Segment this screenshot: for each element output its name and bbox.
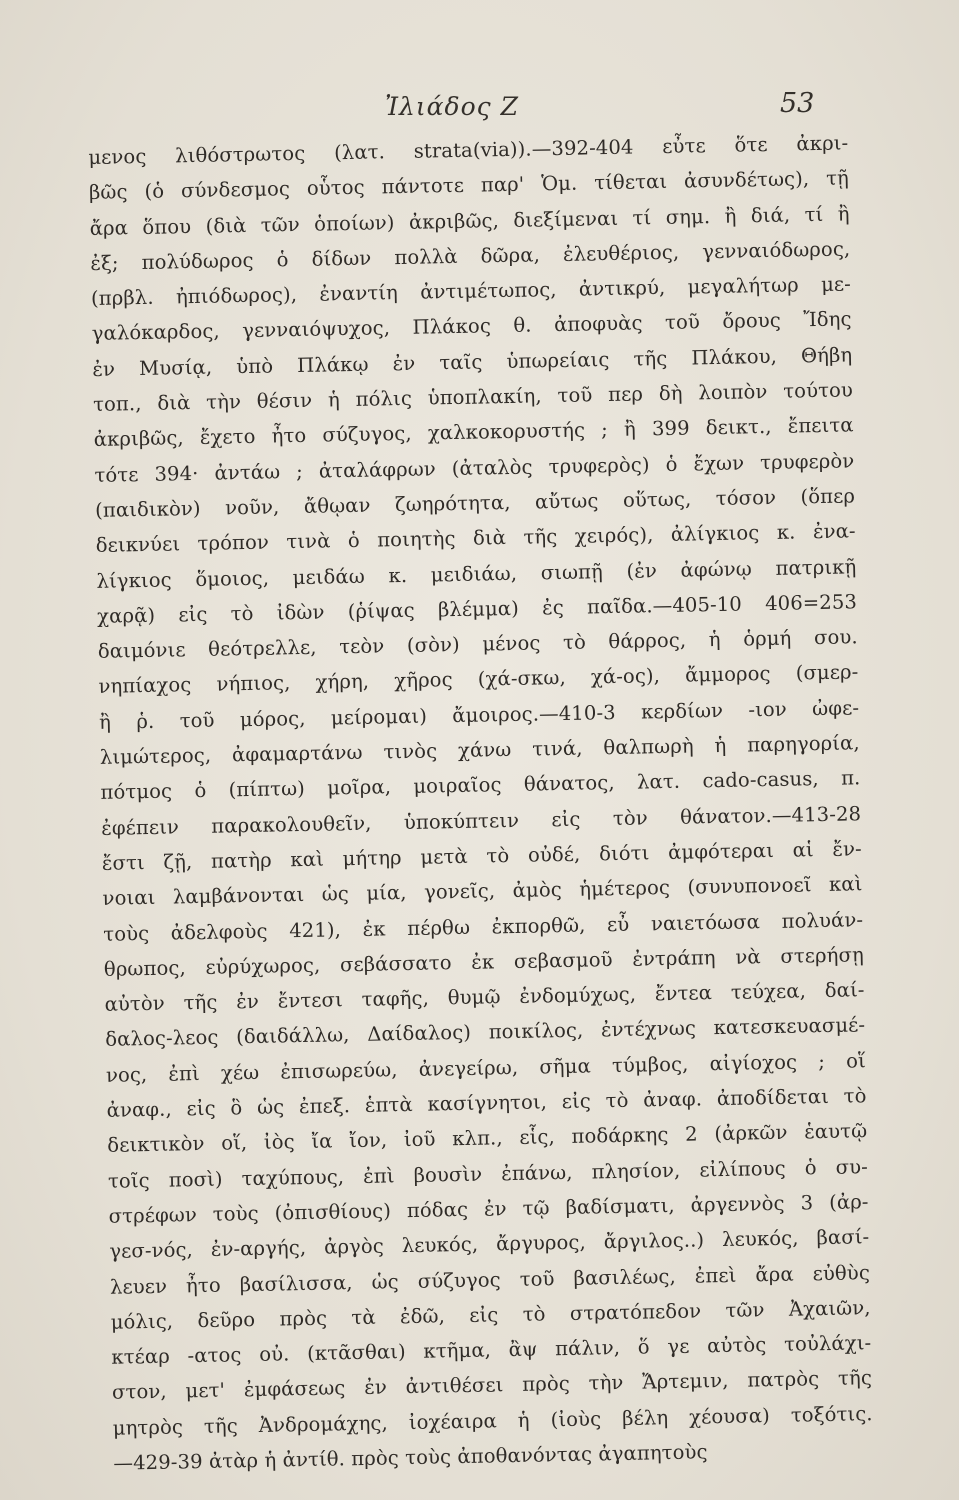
text-line: ἢ ῥ. τοῦ μόρος, μείρομαι) ἄμοιρος.—410-3 κερδίων -ιον ὠφε- bbox=[98, 696, 860, 734]
text-line: τότε 394· ἀντάω ; ἀταλάφρων (ἀταλὸς τρυφερὸς) ὁ ἔχων τρυφερὸν bbox=[94, 449, 855, 487]
text-line: —429-39 ἀτὰρ ἡ ἀντίθ. πρὸς τοὺς ἀποθανόντας ἀγαπητοὺς bbox=[113, 1440, 708, 1475]
text-line: μόλις, δεῦρο πρὸς τὰ ἐδῶ, εἰς τὸ στρατόπεδον τῶν Ἀχαιῶν, bbox=[110, 1295, 871, 1334]
text-line: μητρὸς τῆς Ἀνδρομάχης, ἰοχέαιρα ἡ (ἰοὺς βέλη χέουσα) τοξότις. bbox=[112, 1401, 873, 1440]
text-line: μενος λιθόστρωτος (λατ. strata(via)).—392-404 εὖτε ὅτε ἀκρι- bbox=[88, 131, 849, 169]
text-line: ἀκριβῶς, ἔχετο ἦτο σύζυγος, χαλκοκορυστής ; ἢ 399 δεικτ., ἔπειτα bbox=[93, 413, 854, 452]
text-line: ἀναφ., εἰς ὃ ὡς ἐπεξ. ἑπτὰ κασίγνητοι, εἰς τὸ ἀναφ. ἀποδίδεται τὸ bbox=[106, 1084, 867, 1122]
text-line: τοὺς ἀδελφοὺς 421), ἐκ πέρθω ἐκπορθῶ, εὖ ναιετόωσα πολυάν- bbox=[103, 907, 864, 946]
text-line: (πρβλ. ἠπιόδωρος), ἐναντίη ἀντιμέτωπος, ἀντικρύ, μεγαλήτωρ με- bbox=[90, 272, 852, 311]
text-line: αὐτὸν τῆς ἐν ἔντεσι ταφῆς, θυμῷ ἐνδομύχως, ἔντεα τεύχεα, δαί- bbox=[104, 978, 865, 1016]
text-line: δαιμόνιε θεότρελλε, τεὸν (σὸν) μένος τὸ θάρρος, ἡ ὁρμή σου. bbox=[97, 625, 858, 664]
text-line: βῶς (ὁ σύνδεσμος οὗτος πάντοτε παρ' Ὁμ. τίθεται ἀσυνδέτως), τῇ bbox=[88, 166, 850, 205]
text-line: γεσ-νός, ἐν-αργής, ἀργὸς λευκός, ἄργυρος, ἄργιλος..) λευκός, βασί- bbox=[109, 1225, 870, 1263]
text-line: (παιδικὸν) νοῦν, ἄθῳαν ζωηρότητα, αὔτως οὕτως, τόσον (ὅπερ bbox=[94, 484, 856, 522]
text-line: ἔστι ζῇ, πατὴρ καὶ μήτηρ μετὰ τὸ οὐδέ, διότι ἀμφότεραι αἱ ἔν- bbox=[101, 837, 862, 875]
page-number: 53 bbox=[780, 88, 815, 119]
text-line: θρωπος, εὐρύχωρος, σεβάσσατο ἐκ σεβασμοῦ ἐντράπη νὰ στερήσῃ bbox=[103, 943, 865, 981]
text-line: γαλόκαρδος, γενναιόψυχος, Πλάκος θ. ἀποφυὰς τοῦ ὄρους Ἴδης bbox=[91, 307, 852, 346]
text-line: στρέφων τοὺς (ὀπισθίους) πόδας ἐν τῷ βαδίσματι, ἀργεννὸς 3 (ἀρ- bbox=[108, 1190, 869, 1228]
text-line: λιμώτερος, ἀφαμαρτάνω τινὸς χάνω τινά, θαλπωρὴ ἡ παρηγορία, bbox=[99, 731, 860, 769]
text-line: λευεν ἦτο βασίλισσα, ὡς σύζυγος τοῦ βασιλέως, ἐπεὶ ἄρα εὐθὺς bbox=[109, 1260, 871, 1299]
text-line: δαλος-λεος (δαιδάλλω, Δαίδαλος) ποικίλος, ἐντέχνως κατεσκευασμέ- bbox=[105, 1013, 866, 1052]
text-line: στον, μετ' ἐμφάσεως ἐν ἀντιθέσει πρὸς τὴν Ἄρτεμιν, πατρὸς τῆς bbox=[111, 1366, 873, 1405]
text-line: ἄρα ὅπου (διὰ τῶν ὁποίων) ἀκριβῶς, διεξίμεναι τί σημ. ἢ διά, τί ἢ bbox=[89, 201, 850, 240]
text-line: νοιαι λαμβάνονται ὡς μία, γονεῖς, ἀμὸς ἡμέτερος (συνυπονοεῖ καὶ bbox=[102, 872, 863, 911]
running-title: Ἰλιάδος Ζ bbox=[385, 92, 519, 121]
commentary-text bbox=[88, 125, 874, 1481]
text-line: ἐφέπειν παρακολουθεῖν, ὑποκύπτειν εἰς τὸν θάνατον.—413-28 bbox=[100, 801, 862, 840]
text-line: ἐξ; πολύδωρος ὁ δίδων πολλὰ δῶρα, ἐλευθέριος, γενναιόδωρος, bbox=[90, 237, 851, 275]
text-line: νηπίαχος νήπιος, χήρη, χῆρος (χά-σκω, χά-ος), ἄμμορος (σμερ- bbox=[98, 660, 859, 699]
text-line: πότμος ὁ (πίπτω) μοῖρα, μοιραῖος θάνατος, λατ. cado-casus, π. bbox=[100, 766, 861, 805]
text-line: χαρᾷ) εἰς τὸ ἰδὼν (ῥίψας βλέμμα) ἐς παῖδα.—405-10 406=253 bbox=[96, 590, 858, 628]
text-line: τοῖς ποσὶ) ταχύπους, ἐπὶ βουσὶν ἐπάνω, πλησίον, εἰλίπους ὁ συ- bbox=[107, 1154, 869, 1193]
text-line: ἐν Μυσίᾳ, ὑπὸ Πλάκῳ ἐν ταῖς ὑπωρείαις τῆς Πλάκου, Θήβη bbox=[92, 343, 853, 381]
text-line: δεικνύει τρόπον τινὰ ὁ ποιητὴς διὰ τῆς χειρός), ἀλίγκιος κ. ἐνα- bbox=[95, 519, 856, 558]
text-line: λίγκιος ὅμοιος, μειδάω κ. μειδιάω, σιωπῇ (ἐν ἀφώνῳ πατρικῇ bbox=[96, 554, 857, 593]
text-line: δεικτικὸν οἵ, ἰὸς ἴα ἴον, ἰοῦ κλπ., εἷς, ποδάρκης 2 (ἀρκῶν ἑαυτῷ bbox=[107, 1119, 868, 1158]
text-line: νος, ἐπὶ χέω ἐπισωρεύω, ἀνεγείρω, σῆμα τύμβος, αἰγίοχος ; οἵ bbox=[105, 1048, 867, 1087]
text-line: κτέαρ -ατος οὐ. (κτᾶσθαι) κτῆμα, ἂψ πάλιν, ὅ γε αὐτὸς τοὐλάχι- bbox=[111, 1331, 872, 1369]
text-line: τοπ., διὰ τὴν θέσιν ἡ πόλις ὑποπλακίη, τοῦ περ δὴ λοιπὸν τούτου bbox=[92, 378, 854, 417]
